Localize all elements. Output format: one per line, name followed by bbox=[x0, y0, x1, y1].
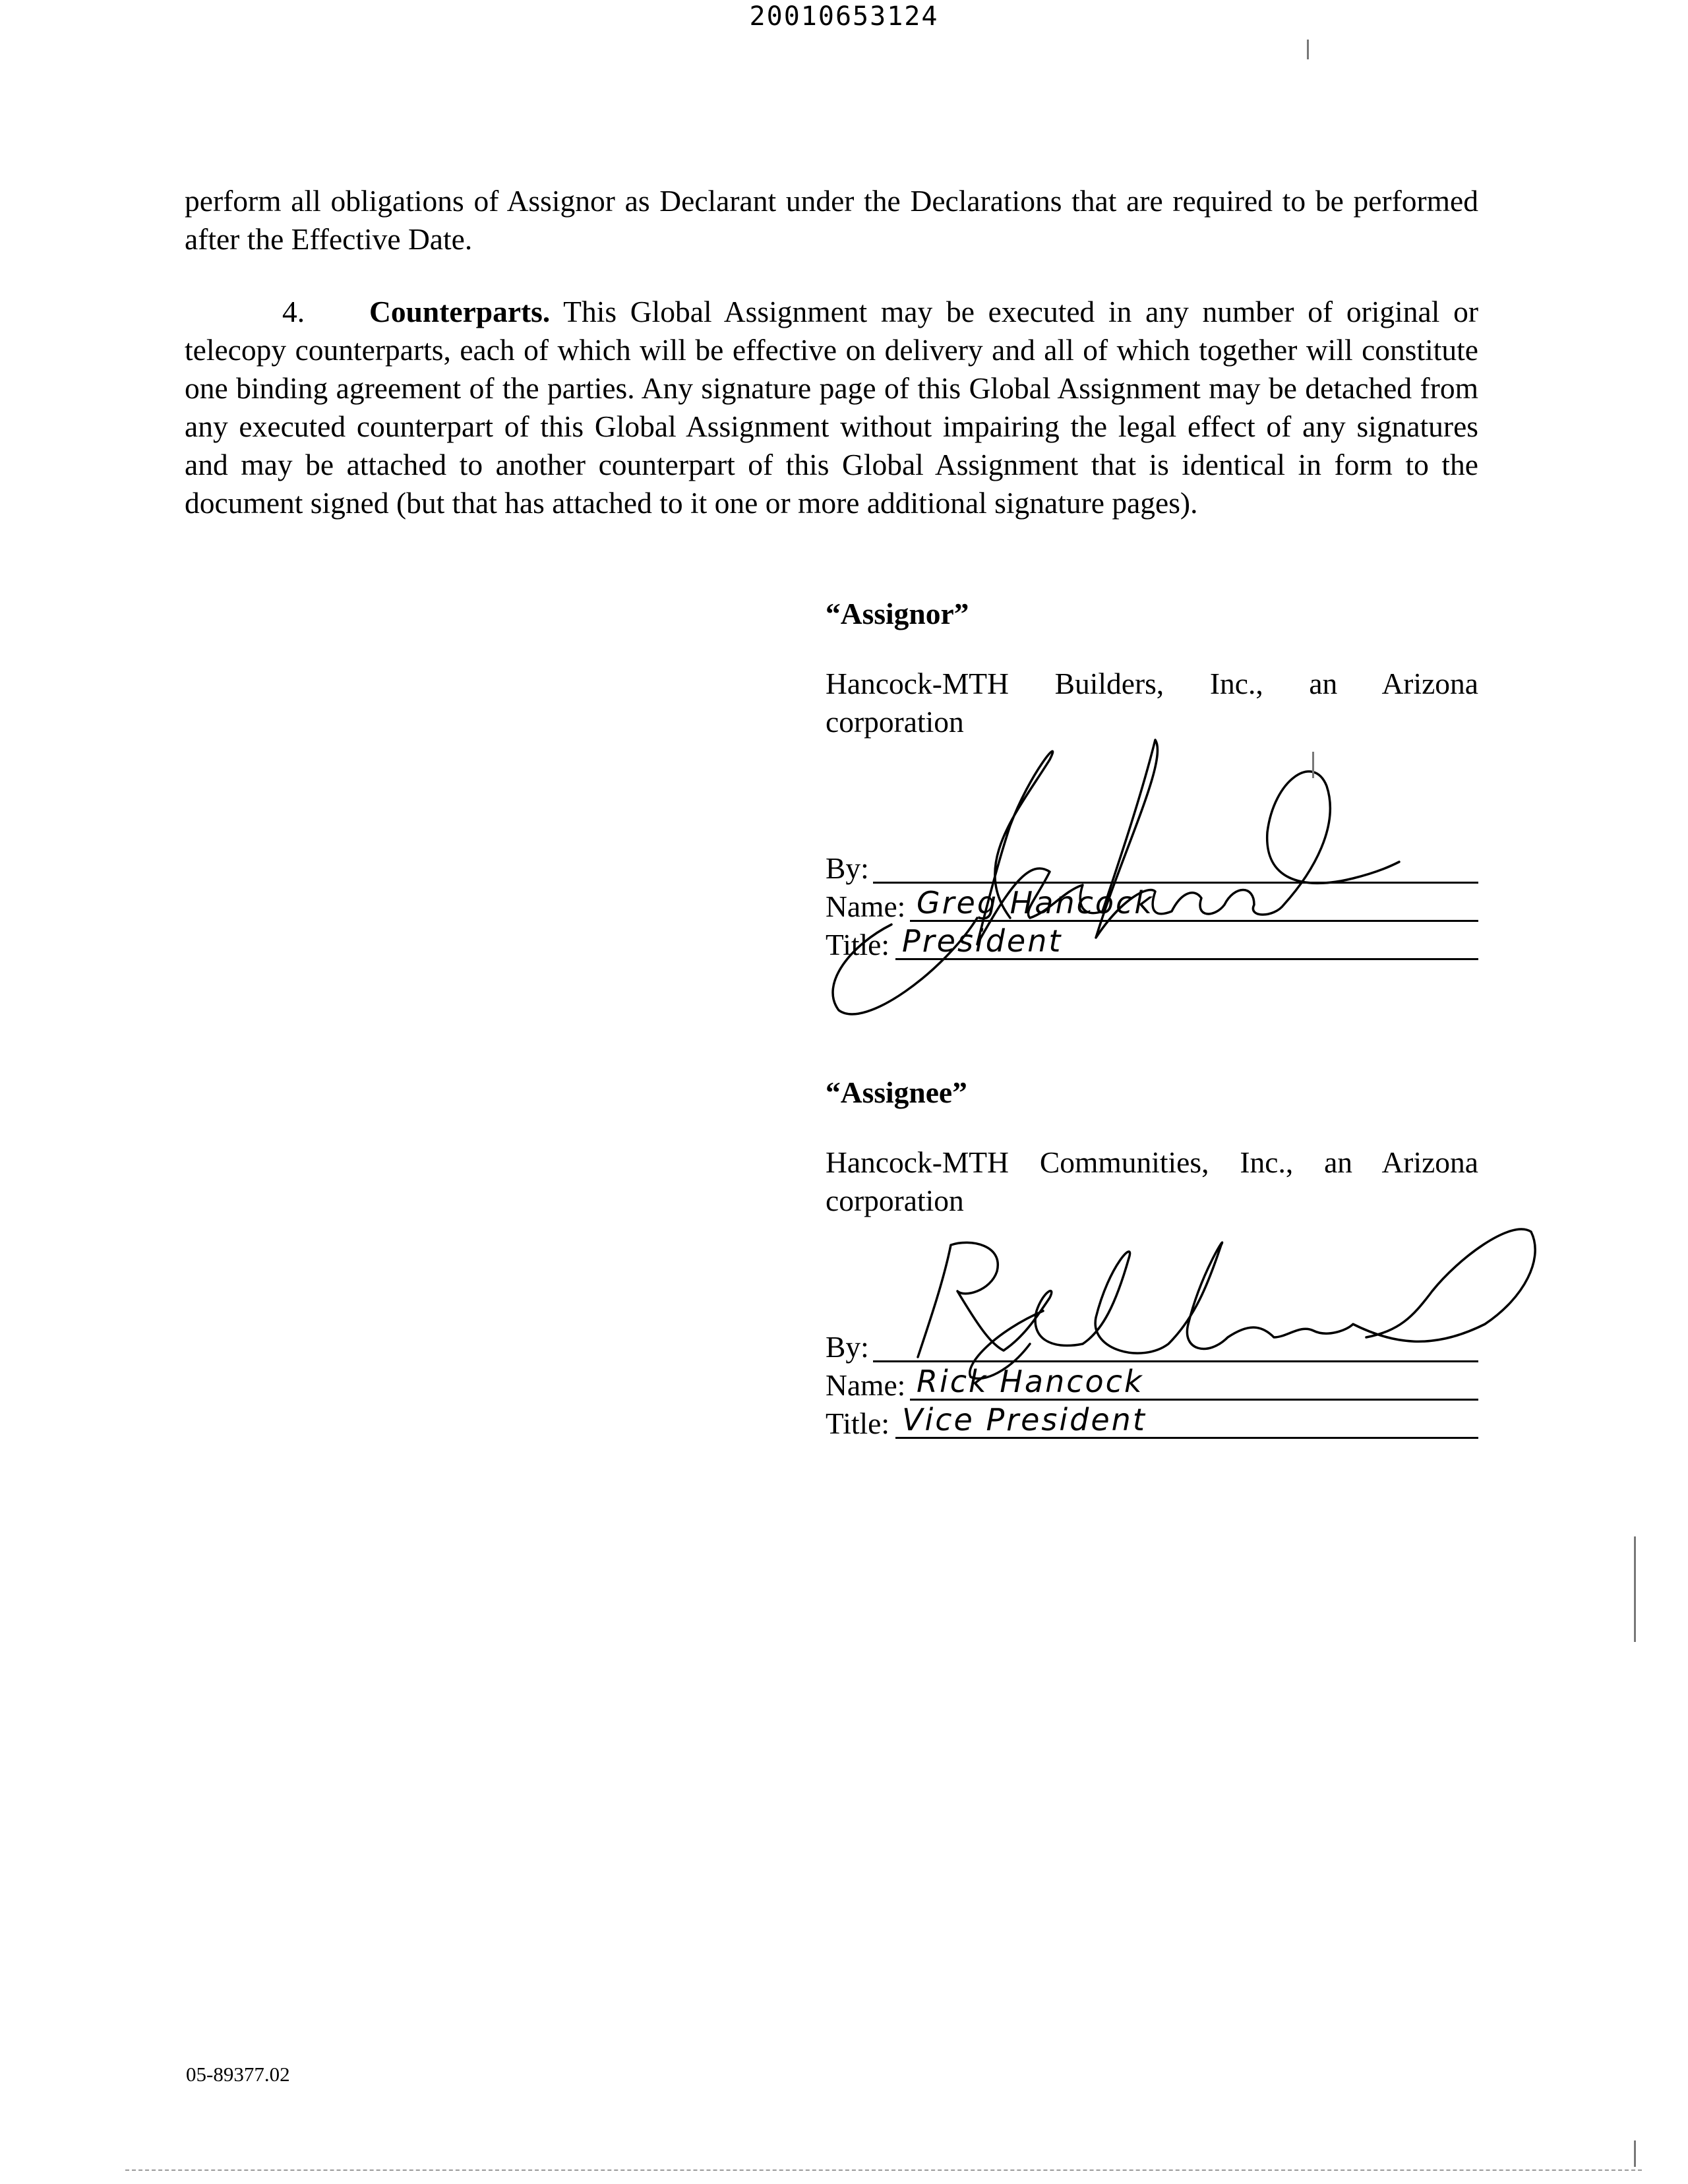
assignee-company bbox=[826, 1143, 1478, 1220]
assignee-title-label: Title: bbox=[826, 1407, 889, 1440]
assignee-company-line2: corporation bbox=[826, 1184, 964, 1217]
assignee-company-line1: Hancock-MTH Communities, Inc., an Arizona bbox=[826, 1145, 1478, 1179]
assignor-title-label: Title: bbox=[826, 928, 889, 961]
continuation-paragraph: perform all obligations of Assignor as Declarant under the Declarations that are required to be performed after the Effective Date. bbox=[185, 184, 1478, 256]
footer-document-code: 05-89377.02 bbox=[186, 2063, 290, 2086]
scan-bottom-edge bbox=[125, 2169, 1642, 2171]
assignee-signature-block bbox=[826, 1074, 1478, 1443]
scan-artifact bbox=[1634, 1536, 1636, 1642]
assignor-company-line1: Hancock-MTH Builders, Inc., an Arizona bbox=[826, 667, 1478, 700]
counterparts-paragraph bbox=[185, 293, 1478, 522]
section-heading: Counterparts. bbox=[369, 295, 551, 328]
section-text: This Global Assignment may be executed in any number of original or telecopy counterparts, each of which will be effective on delivery and all of which together will constitute one binding agreement of the parties. Any signature page of this Global Assignment may be detached from any executed counterpart of this Global Assignment without impairing the legal effect of any signatures and may be attached to another counterpart of this Global Assignment that is identical in form to the document signed (but that has attached to it one or more additional signature pages). bbox=[185, 295, 1478, 520]
assignee-name-label: Name: bbox=[826, 1368, 906, 1402]
scan-artifact bbox=[1634, 2140, 1636, 2167]
section-number: 4. bbox=[282, 295, 305, 328]
assignor-label: “Assignor” bbox=[826, 597, 969, 630]
assignor-signature-block bbox=[826, 595, 1478, 964]
assignee-signature-icon bbox=[891, 1219, 1551, 1390]
assignor-by-label: By: bbox=[826, 851, 869, 885]
document-number: 20010653124 bbox=[749, 1, 939, 32]
assignor-company-line2: corporation bbox=[826, 705, 964, 739]
assignor-name-handwritten: Greg Hancock bbox=[917, 885, 1154, 921]
scan-artifact bbox=[1307, 40, 1309, 59]
assignor-name-label: Name: bbox=[826, 890, 906, 923]
assignee-name-handwritten: Rick Hancock bbox=[917, 1364, 1144, 1399]
assignor-signature-icon bbox=[812, 720, 1406, 1010]
scan-artifact bbox=[1312, 752, 1314, 778]
assignee-title-handwritten: Vice President bbox=[902, 1402, 1147, 1438]
assignee-label: “Assignee” bbox=[826, 1076, 967, 1109]
assignee-title-row bbox=[826, 1402, 1478, 1443]
assignor-title-handwritten: President bbox=[902, 923, 1063, 959]
assignee-by-label: By: bbox=[826, 1330, 869, 1364]
